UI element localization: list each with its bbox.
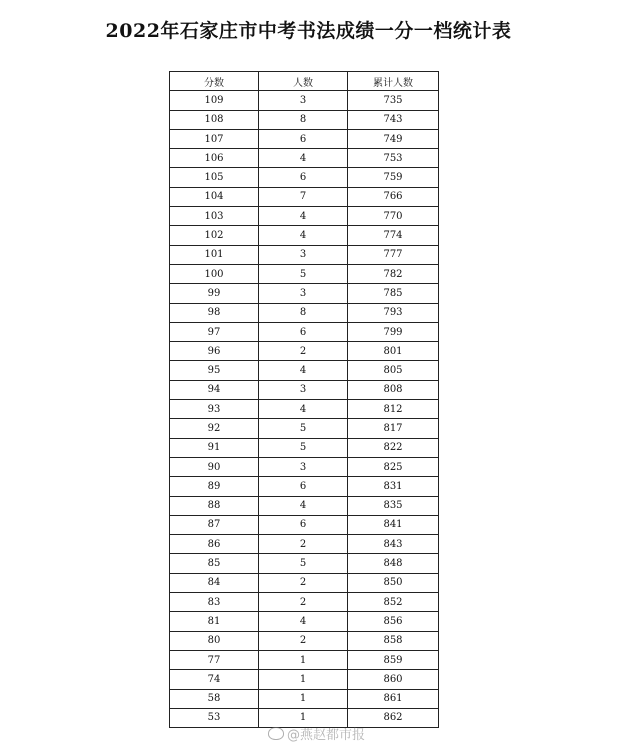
table-row — [170, 284, 439, 303]
table-row — [170, 91, 439, 110]
cell-count: 8 — [259, 110, 348, 129]
cell-cumulative: 777 — [348, 245, 439, 264]
cell-score: 88 — [170, 496, 259, 515]
cell-count: 3 — [259, 245, 348, 264]
table-row — [170, 477, 439, 496]
table-row — [170, 303, 439, 322]
cell-count: 5 — [259, 438, 348, 457]
table-row — [170, 689, 439, 708]
cell-score: 81 — [170, 612, 259, 631]
cell-count: 4 — [259, 496, 348, 515]
cell-count: 1 — [259, 689, 348, 708]
cell-cumulative: 793 — [348, 303, 439, 322]
cell-count: 6 — [259, 168, 348, 187]
cell-score: 89 — [170, 477, 259, 496]
cell-cumulative: 817 — [348, 419, 439, 438]
cell-count: 2 — [259, 535, 348, 554]
cell-cumulative: 759 — [348, 168, 439, 187]
table-row — [170, 264, 439, 283]
cell-count: 2 — [259, 342, 348, 361]
page-title: 2022年石家庄市中考书法成绩一分一档统计表 — [105, 20, 512, 42]
cell-count: 8 — [259, 303, 348, 322]
table-row — [170, 187, 439, 206]
table-row — [170, 612, 439, 631]
cell-count: 4 — [259, 149, 348, 168]
table-row — [170, 438, 439, 457]
cell-cumulative: 841 — [348, 515, 439, 534]
table-row — [170, 573, 439, 592]
table-row — [170, 361, 439, 380]
table-row — [170, 535, 439, 554]
cell-score: 98 — [170, 303, 259, 322]
cell-cumulative: 735 — [348, 91, 439, 110]
cell-score: 83 — [170, 593, 259, 612]
weibo-icon — [268, 727, 284, 740]
table-row — [170, 554, 439, 573]
cell-count: 1 — [259, 650, 348, 669]
header-cumulative: 累计人数 — [348, 72, 439, 91]
cell-score: 86 — [170, 535, 259, 554]
table-row — [170, 419, 439, 438]
cell-cumulative: 861 — [348, 689, 439, 708]
table-row — [170, 631, 439, 650]
table-row — [170, 342, 439, 361]
cell-score: 80 — [170, 631, 259, 650]
cell-cumulative: 860 — [348, 670, 439, 689]
cell-count: 3 — [259, 91, 348, 110]
cell-score: 106 — [170, 149, 259, 168]
cell-score: 94 — [170, 380, 259, 399]
cell-score: 107 — [170, 129, 259, 148]
cell-count: 3 — [259, 284, 348, 303]
cell-score: 74 — [170, 670, 259, 689]
cell-count: 4 — [259, 612, 348, 631]
table-row — [170, 457, 439, 476]
cell-count: 2 — [259, 573, 348, 592]
cell-cumulative: 852 — [348, 593, 439, 612]
cell-score: 97 — [170, 322, 259, 341]
cell-count: 2 — [259, 593, 348, 612]
watermark — [268, 724, 365, 743]
table-row — [170, 670, 439, 689]
cell-score: 87 — [170, 515, 259, 534]
cell-cumulative: 812 — [348, 400, 439, 419]
cell-cumulative: 774 — [348, 226, 439, 245]
cell-count: 4 — [259, 207, 348, 226]
cell-cumulative: 766 — [348, 187, 439, 206]
cell-cumulative: 859 — [348, 650, 439, 669]
cell-count: 7 — [259, 187, 348, 206]
header-score: 分数 — [170, 72, 259, 91]
cell-cumulative: 843 — [348, 535, 439, 554]
cell-cumulative: 862 — [348, 708, 439, 727]
cell-score: 103 — [170, 207, 259, 226]
table-row — [170, 650, 439, 669]
cell-count: 4 — [259, 361, 348, 380]
cell-score: 99 — [170, 284, 259, 303]
cell-count: 5 — [259, 264, 348, 283]
cell-count: 2 — [259, 631, 348, 650]
cell-cumulative: 831 — [348, 477, 439, 496]
cell-cumulative: 770 — [348, 207, 439, 226]
cell-count: 6 — [259, 322, 348, 341]
cell-cumulative: 835 — [348, 496, 439, 515]
table-row — [170, 380, 439, 399]
table-row — [170, 245, 439, 264]
cell-score: 95 — [170, 361, 259, 380]
cell-count: 6 — [259, 477, 348, 496]
cell-score: 53 — [170, 708, 259, 727]
cell-cumulative: 785 — [348, 284, 439, 303]
cell-count: 1 — [259, 670, 348, 689]
cell-score: 96 — [170, 342, 259, 361]
cell-cumulative: 822 — [348, 438, 439, 457]
table-body — [170, 91, 439, 728]
header-count: 人数 — [259, 72, 348, 91]
table-row — [170, 149, 439, 168]
cell-cumulative: 805 — [348, 361, 439, 380]
cell-count: 3 — [259, 380, 348, 399]
cell-cumulative: 808 — [348, 380, 439, 399]
cell-cumulative: 801 — [348, 342, 439, 361]
cell-cumulative: 743 — [348, 110, 439, 129]
cell-cumulative: 856 — [348, 612, 439, 631]
cell-count: 6 — [259, 129, 348, 148]
cell-cumulative: 749 — [348, 129, 439, 148]
cell-score: 101 — [170, 245, 259, 264]
cell-score: 100 — [170, 264, 259, 283]
table-row — [170, 168, 439, 187]
cell-count: 3 — [259, 457, 348, 476]
table-row — [170, 207, 439, 226]
cell-score: 77 — [170, 650, 259, 669]
cell-score: 91 — [170, 438, 259, 457]
cell-count: 1 — [259, 708, 348, 727]
cell-cumulative: 825 — [348, 457, 439, 476]
cell-cumulative: 858 — [348, 631, 439, 650]
cell-cumulative: 753 — [348, 149, 439, 168]
cell-score: 102 — [170, 226, 259, 245]
cell-cumulative: 782 — [348, 264, 439, 283]
table-row — [170, 515, 439, 534]
cell-score: 58 — [170, 689, 259, 708]
table-row — [170, 129, 439, 148]
cell-count: 4 — [259, 226, 348, 245]
cell-score: 90 — [170, 457, 259, 476]
table-row — [170, 226, 439, 245]
cell-count: 5 — [259, 419, 348, 438]
cell-cumulative: 799 — [348, 322, 439, 341]
table-row — [170, 400, 439, 419]
cell-score: 105 — [170, 168, 259, 187]
cell-score: 92 — [170, 419, 259, 438]
cell-count: 6 — [259, 515, 348, 534]
cell-score: 84 — [170, 573, 259, 592]
cell-score: 85 — [170, 554, 259, 573]
table-row — [170, 496, 439, 515]
table-row — [170, 322, 439, 341]
cell-count: 5 — [259, 554, 348, 573]
cell-cumulative: 850 — [348, 573, 439, 592]
table-row — [170, 593, 439, 612]
cell-count: 4 — [259, 400, 348, 419]
watermark-text: @燕赵都市报 — [287, 728, 366, 743]
cell-score: 109 — [170, 91, 259, 110]
table-row — [170, 110, 439, 129]
score-table — [169, 71, 439, 728]
cell-cumulative: 848 — [348, 554, 439, 573]
cell-score: 93 — [170, 400, 259, 419]
cell-score: 104 — [170, 187, 259, 206]
cell-score: 108 — [170, 110, 259, 129]
table-header-row — [170, 72, 439, 91]
